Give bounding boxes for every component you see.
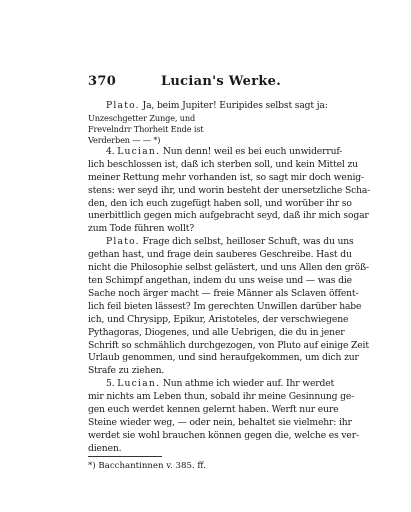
text-line [88, 124, 326, 135]
line-text: Verderben — — *) [88, 134, 161, 145]
text-line [88, 416, 352, 430]
text-line [88, 135, 326, 146]
line-text: stens: wer seyd ihr, und worin besteht der unersetzliche Scha- [88, 184, 371, 196]
line-text: Steine wieder weg, — oder nein, behaltet sie vielmehr: ihr [88, 416, 352, 428]
text-line [88, 223, 326, 236]
text-line [88, 443, 326, 456]
speaker-name: Plato. [106, 236, 140, 248]
line-text: Nun athme ich wieder auf. Ihr werdet [160, 378, 335, 390]
text-line [88, 158, 358, 172]
line-text: werdet sie wohl brauchen können gegen die, welche es ver- [88, 429, 359, 441]
line-text: zum Tode führen wollt? [88, 223, 195, 235]
line-text: Schrift so schmählich durchgezogen, von Pluto auf einige Zeit [88, 339, 369, 351]
line-text: ich, und Chrysipp, Epikur, Aristoteles, der verschwiegene [88, 313, 349, 325]
line-text: Sache noch ärger macht — freie Männer als Sclaven öffent- [88, 287, 359, 299]
running-title: Lucian's Werke. [160, 74, 282, 89]
line-text: Ja, beim Jupiter! Euripides selbst sagt ja: [139, 100, 328, 111]
line-text: Frage dich selbst, heilloser Schuft, was du uns [139, 236, 354, 248]
text-line [88, 378, 335, 391]
text-line [88, 100, 326, 113]
text-line [88, 197, 352, 211]
speaker-name: Plato. [106, 100, 140, 111]
text-line [88, 429, 359, 443]
text-line [88, 184, 371, 198]
line-text: Unzeschgetter Zunge, und [88, 112, 196, 123]
speaker-name: Lucian. [117, 378, 161, 390]
line-text: Frevelndrr Thorheit Ende ist [88, 123, 204, 134]
text-line [88, 339, 369, 353]
line-text: den, den ich euch zugefügt haben soll, und worüber ihr so [88, 197, 352, 209]
line-text: mir nichts am Leben thun, sobald ihr meine Gesinnung ge- [88, 391, 355, 403]
text-line [88, 404, 339, 417]
line-text: dienen. [88, 442, 122, 454]
line-text: Pythagoras, Diogenes, und alle Uebrigen, die du in jener [88, 326, 345, 338]
speaker-name: Lucian. [117, 145, 161, 157]
text-line [88, 365, 326, 378]
page-number: 370 [88, 74, 117, 89]
line-text: Urlaub genommen, und sind heraufgekommen, um dich zur [88, 352, 359, 364]
line-text: Strafe zu ziehen. [88, 365, 165, 377]
text-line [88, 287, 359, 301]
line-text: 4. [106, 145, 118, 157]
line-text: meiner Rettung mehr vorhanden ist, so sagt mir doch wenig- [88, 171, 364, 183]
text-line [88, 236, 354, 249]
body-text [88, 100, 371, 456]
line-text: lich beschlossen ist, daß ich sterben soll, und kein Mittel zu [88, 158, 358, 170]
text-line [88, 300, 362, 314]
line-text: lich feil bieten lässest? Im gerechten Unwillen darüber habe [88, 300, 362, 312]
line-text: nicht die Philosophie selbst gelästert, und uns Allen den größ- [88, 262, 370, 274]
text-line [88, 326, 345, 340]
text-line [88, 145, 343, 159]
footnote: *) Bacchantinnen v. 385. ff. [88, 461, 206, 471]
line-text: ten Schimpf angethan, indem du uns weise und — was die [88, 274, 352, 286]
line-text: unerbittlich gegen mich aufgebracht seyd, daß ihr mich sogar [88, 210, 369, 222]
text-line [88, 262, 370, 275]
text-line [88, 391, 355, 404]
line-text: gen euch werdet kennen gelernt haben. Werft nur eure [88, 404, 339, 416]
line-text: 5. [106, 378, 118, 390]
text-line [88, 113, 326, 124]
footnote-rule [88, 456, 162, 457]
text-line [88, 352, 359, 365]
text-line [88, 313, 349, 327]
text-line [88, 210, 369, 223]
line-text: Nun denn! weil es bei euch unwiderruf- [160, 145, 343, 157]
running-header [88, 74, 326, 89]
text-line [88, 249, 352, 262]
text-line [88, 274, 352, 288]
line-text: gethan hast, und frage dein sauberes Geschreibe. Hast du [88, 249, 352, 261]
text-line [88, 171, 364, 185]
